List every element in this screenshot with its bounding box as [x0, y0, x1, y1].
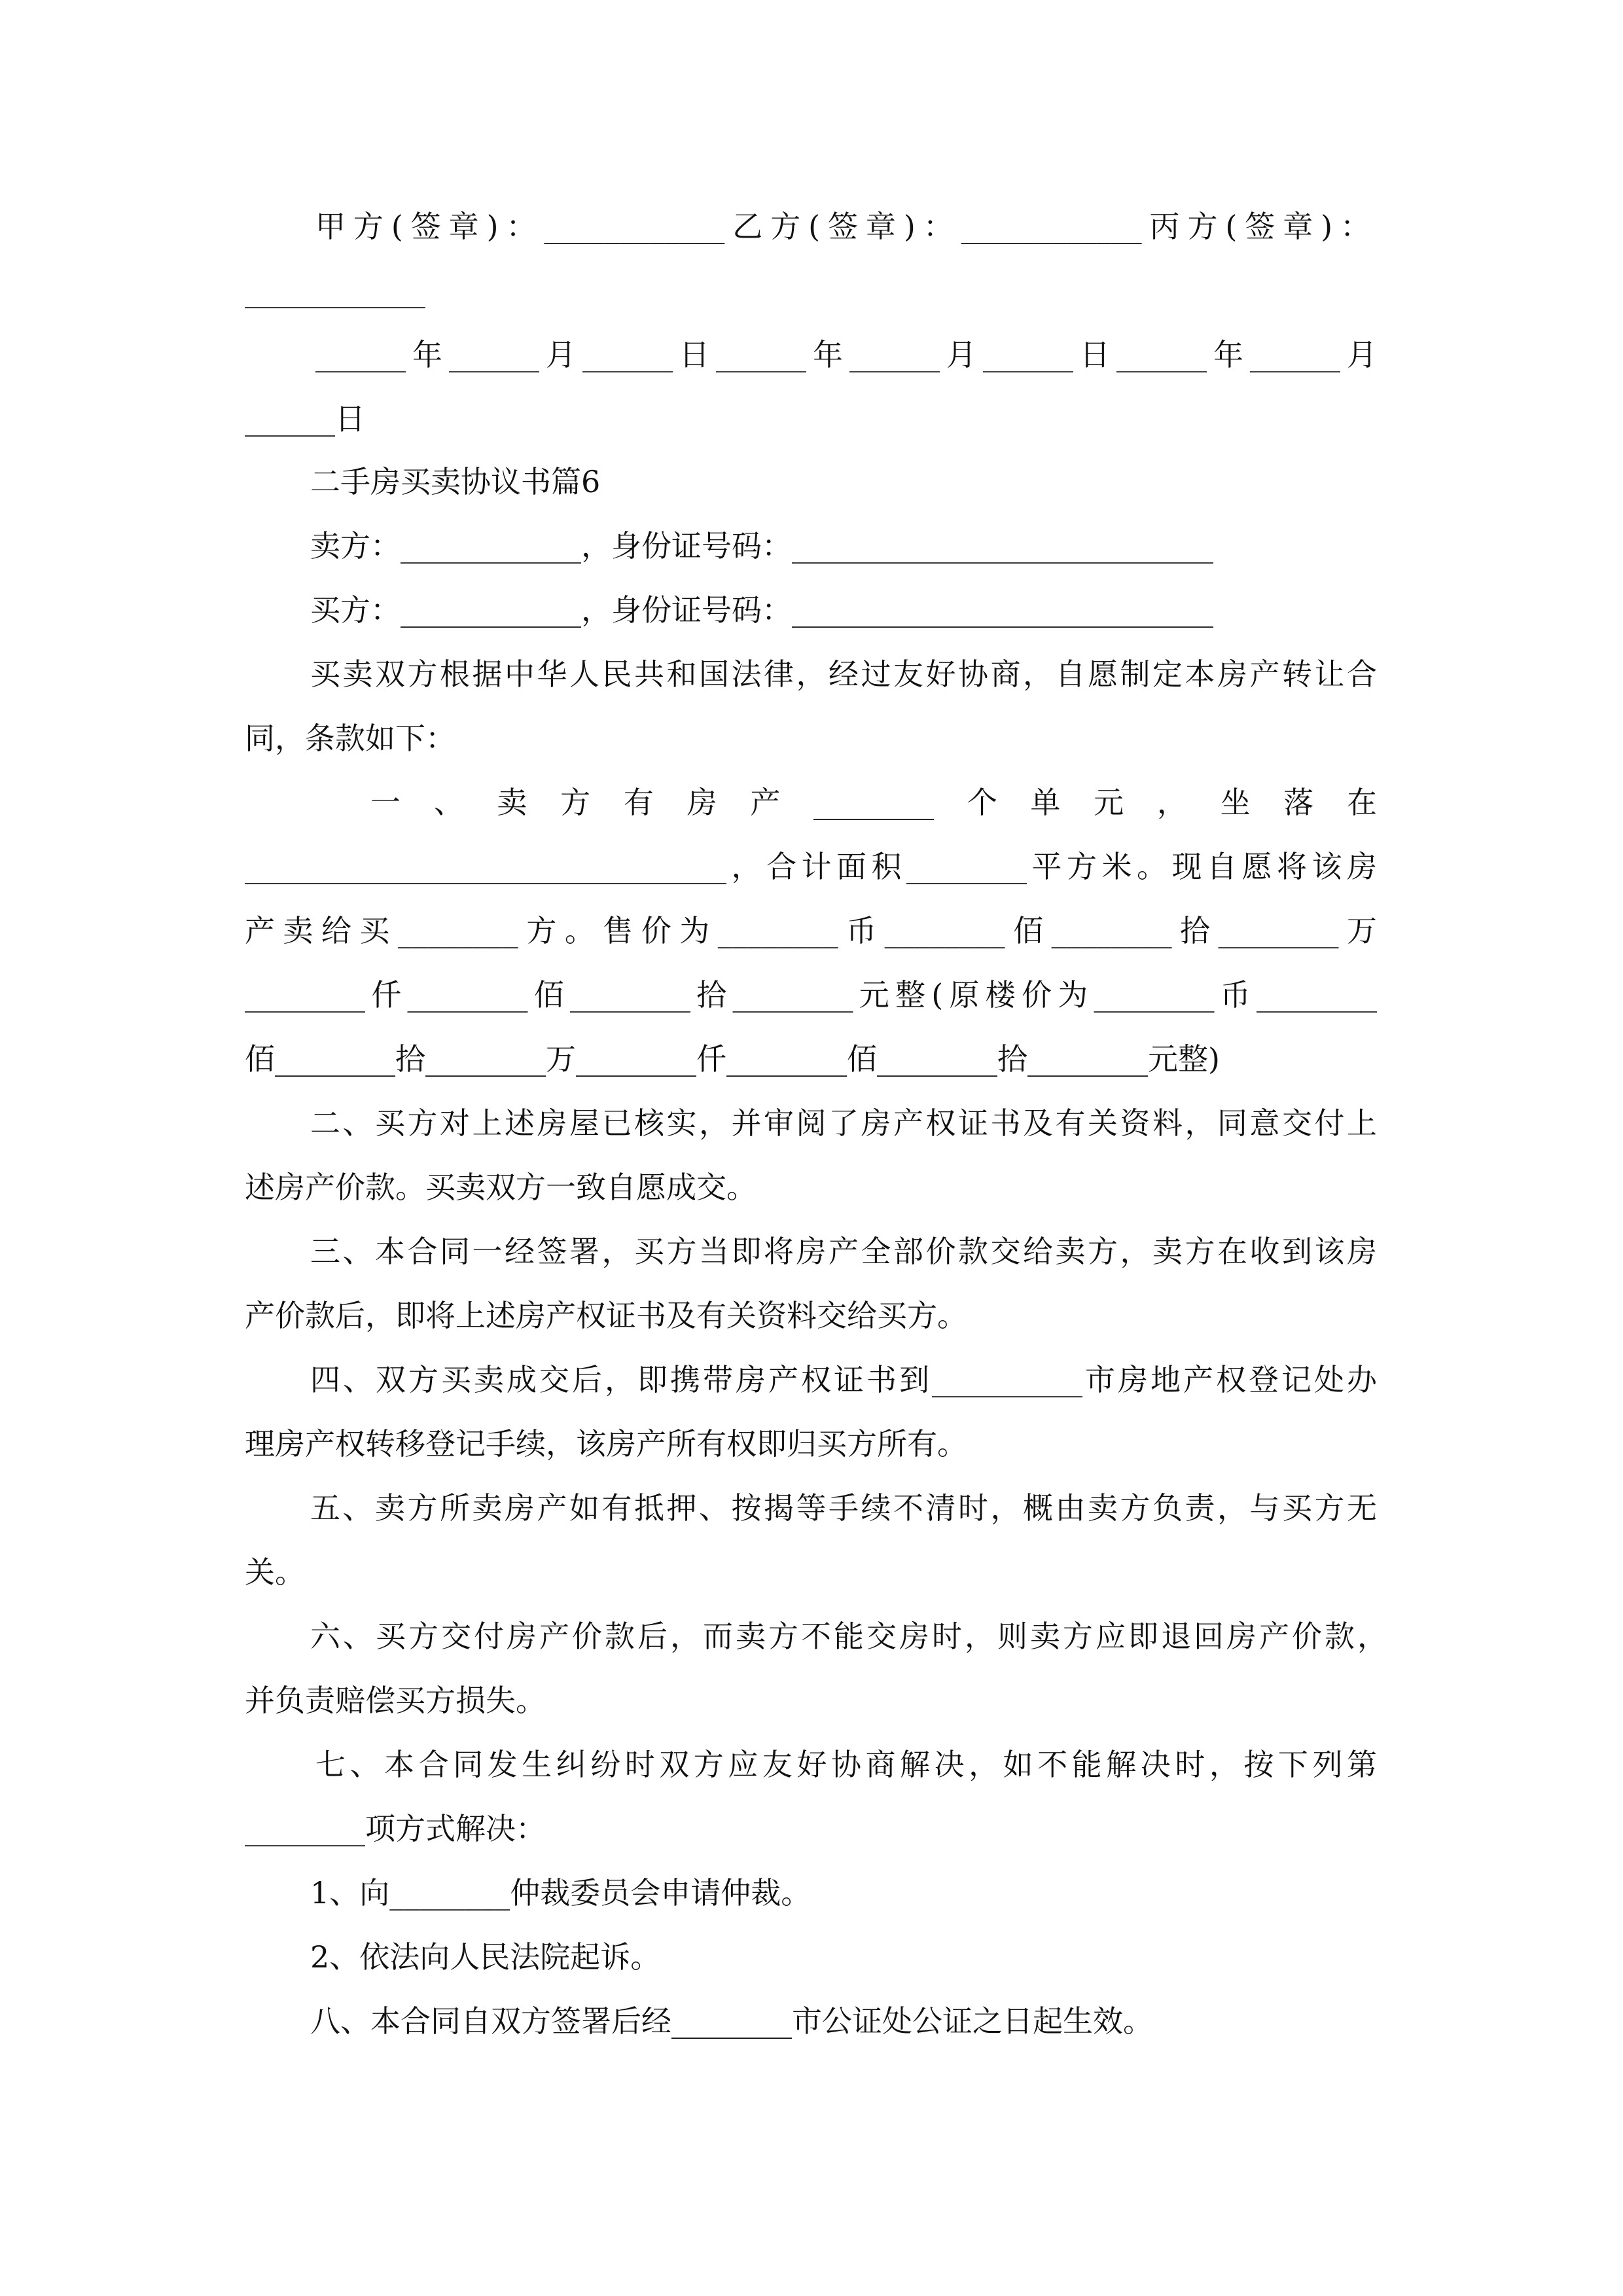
clause-5-line: 关。 [245, 1554, 305, 1590]
clause-7-line: 七、本合同发生纠纷时双方应友好协商解决，如不能解决时，按下列第 [315, 1747, 1377, 1782]
preamble-line: 买卖双方根据中华人民共和国法律，经过友好协商，自愿制定本房产转让合 [310, 656, 1377, 692]
signature-line: 甲方(签章)：____________乙方(签章)：____________丙方(签章)： [315, 209, 1370, 244]
seller-line: 卖方：____________，身份证号码：____________________________ [310, 528, 1213, 564]
signature-line-continued: ____________ [245, 273, 425, 308]
clause-1-line: ________仟________佰________拾________元整(原楼价为________币________ [245, 977, 1377, 1013]
clause-1-line: 佰________拾________万________仟________佰________拾________元整) [245, 1041, 1220, 1077]
clause-2-line: 述房产价款。买卖双方一致自愿成交。 [245, 1170, 757, 1205]
clause-1-line: 产卖给买________方。售价为________币________佰________拾________万 [245, 913, 1377, 948]
clause-3-line: 三、本合同一经签署，买方当即将房产全部价款交给卖方，卖方在收到该房 [310, 1234, 1377, 1269]
clause-7-option-2: 2、依法向人民法院起诉。 [310, 1939, 661, 1975]
clause-8-line: 八、本合同自双方签署后经________市公证处公证之日起生效。 [310, 2003, 1153, 2039]
section-title: 二手房买卖协议书篇6 [310, 464, 601, 499]
clause-3-line: 产价款后，即将上述房产权证书及有关资料交给买方。 [245, 1298, 967, 1333]
clause-1-line: 一、卖方有房产________个单元，坐落在 [370, 785, 1377, 820]
date-line: ______年______月______日______年______月______日______年______月 [315, 337, 1377, 372]
clause-4-line: 四、双方买卖成交后，即携带房产权证书到__________市房地产权登记处办 [310, 1362, 1377, 1397]
clause-2-line: 二、买方对上述房屋已核实，并审阅了房产权证书及有关资料，同意交付上 [310, 1105, 1377, 1141]
clause-4-line: 理房产权转移登记手续，该房产所有权即归买方所有。 [245, 1426, 967, 1462]
clause-5-line: 五、卖方所卖房产如有抵押、按揭等手续不清时，概由卖方负责，与买方无 [310, 1490, 1377, 1526]
buyer-line: 买方：____________，身份证号码：____________________________ [310, 592, 1213, 628]
preamble-line-continued: 同，条款如下： [245, 721, 455, 756]
clause-7-option-1: 1、向________仲裁委员会申请仲裁。 [310, 1875, 812, 1910]
date-line-continued: ______日 [245, 401, 365, 437]
clause-6-line: 并负责赔偿买方损失。 [245, 1683, 546, 1718]
clause-6-line: 六、买方交付房产价款后，而卖方不能交房时，则卖方应即退回房产价款， [310, 1619, 1387, 1654]
clause-7-line: ________项方式解决： [245, 1811, 546, 1846]
clause-1-line: ________________________________，合计面积________平方米。现自愿将该房 [245, 849, 1377, 884]
